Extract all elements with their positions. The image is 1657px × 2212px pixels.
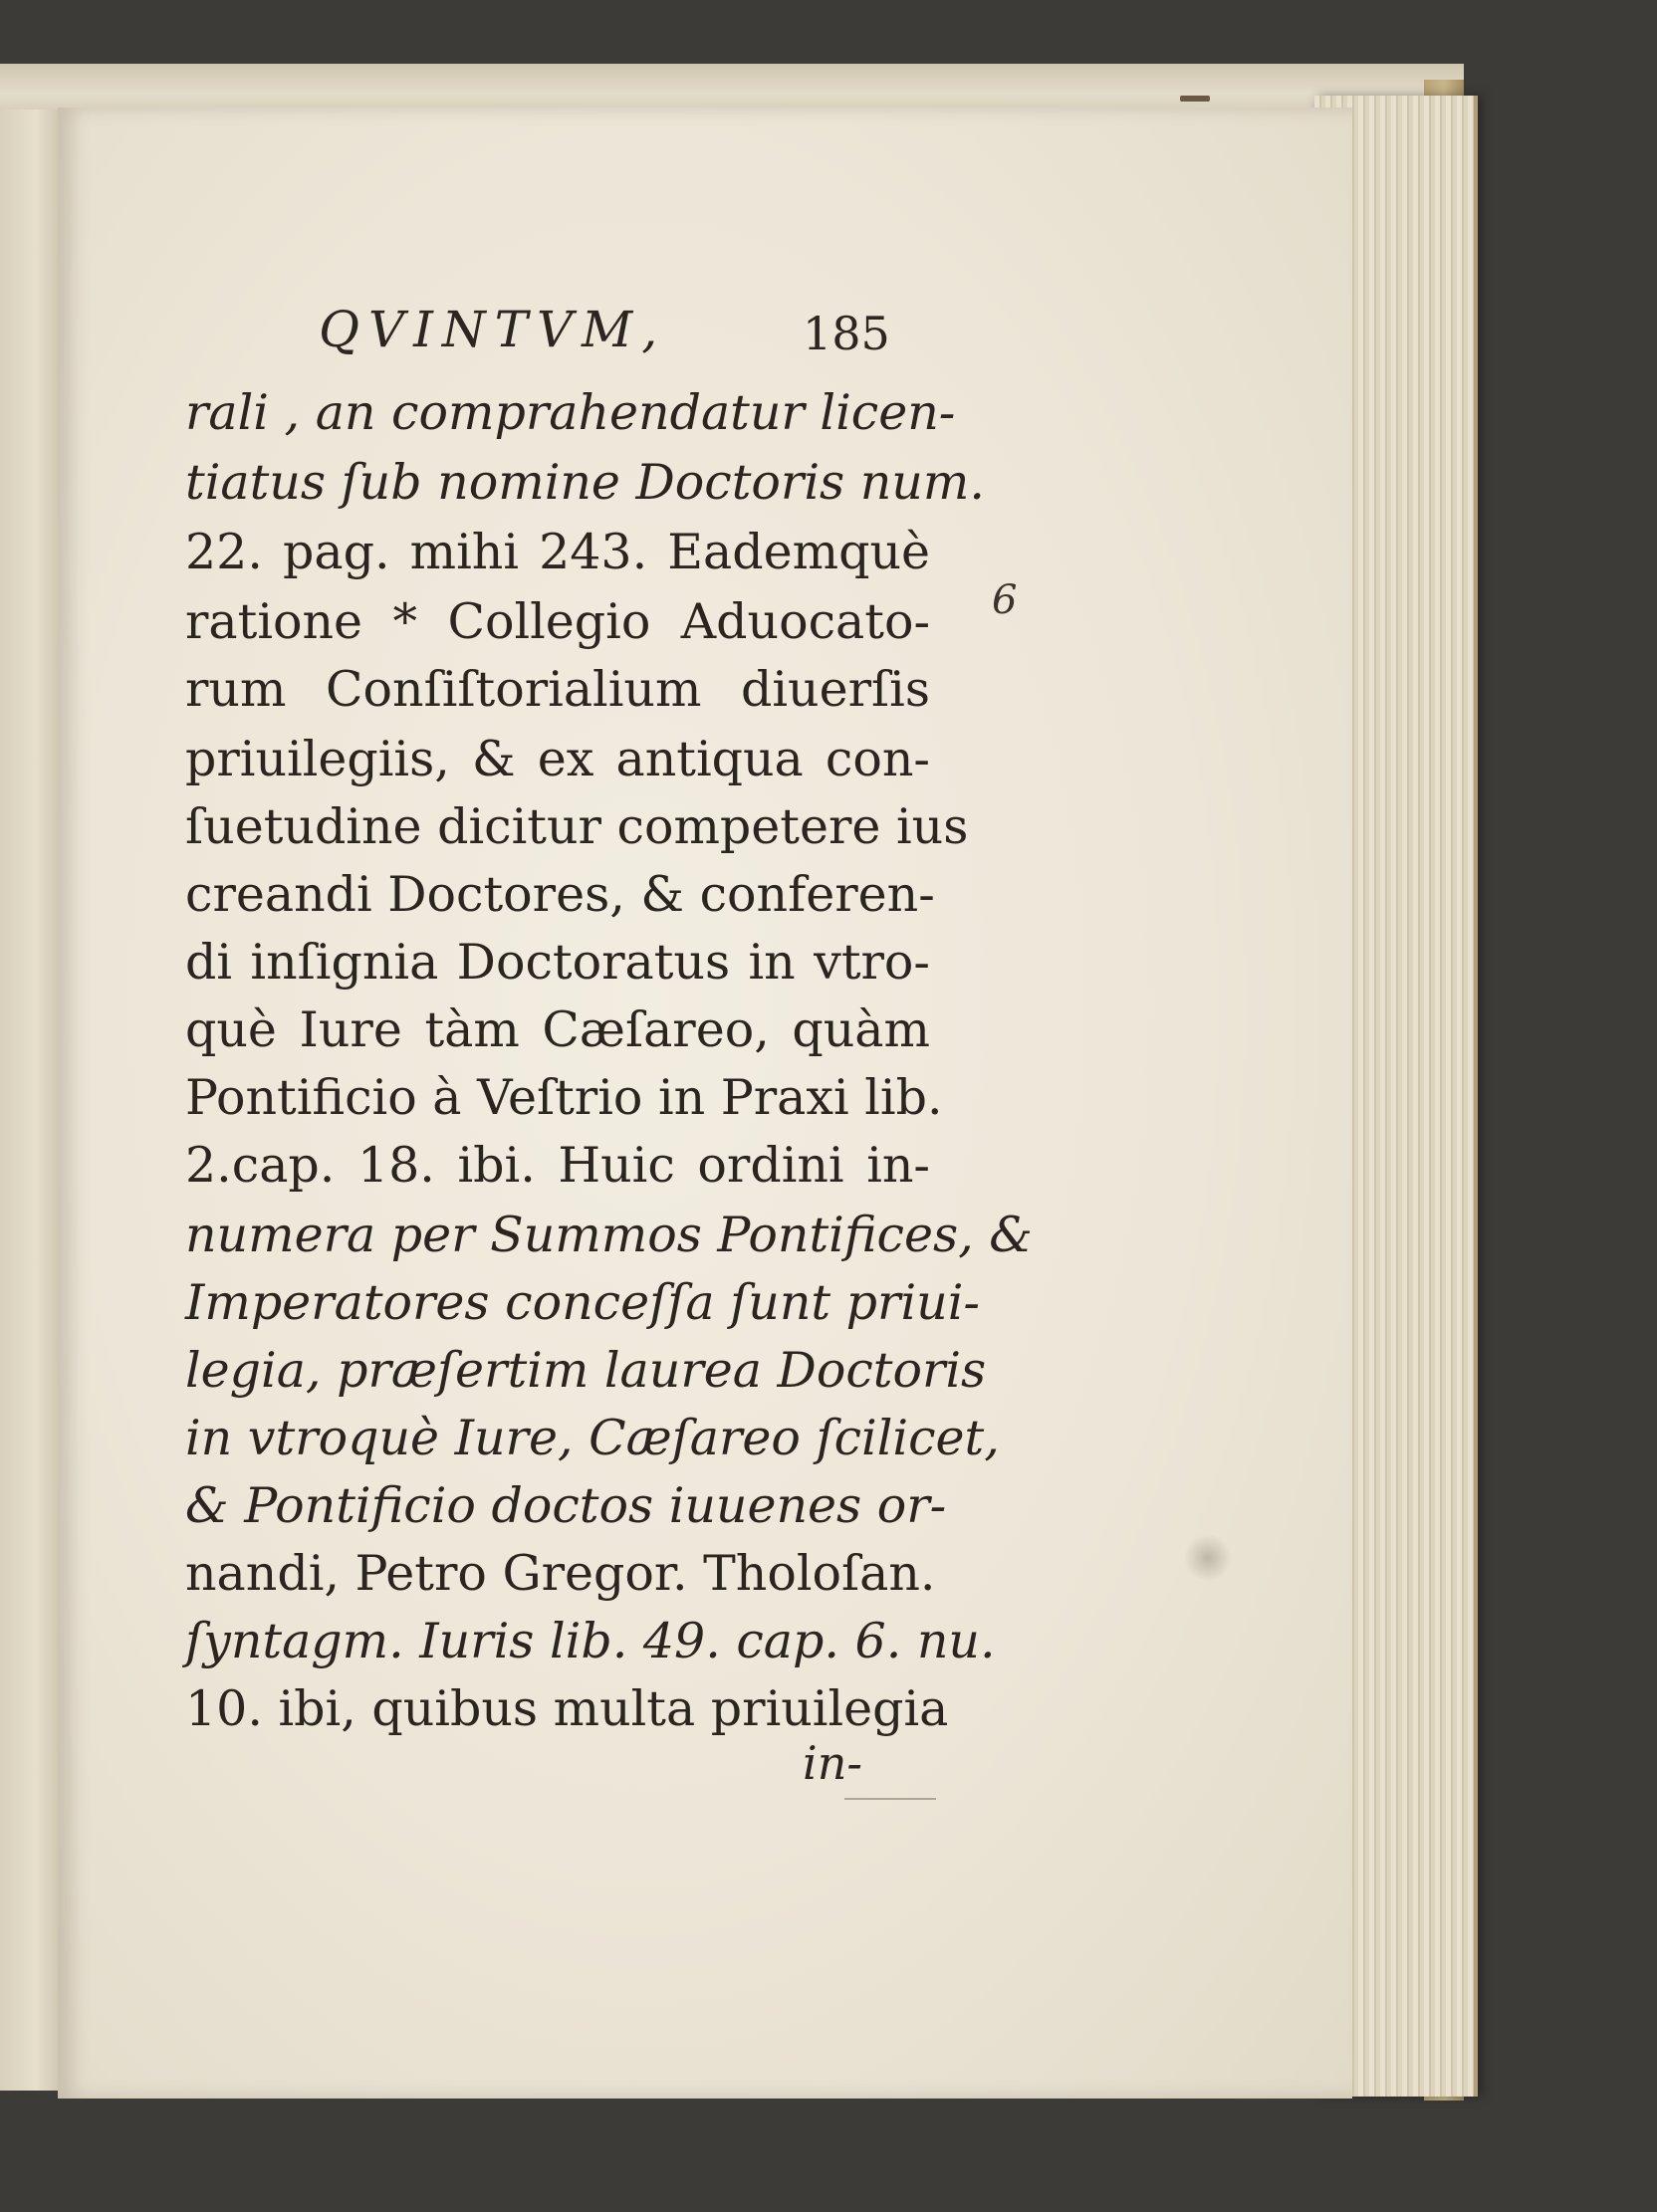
text-line: numera per Summos Pontifices, &: [185, 1207, 1033, 1263]
left-page-edge: [0, 110, 63, 2091]
running-head: QVINTVM,: [319, 301, 667, 358]
text-line: 22. pag. mihi 243. Eademquè: [185, 524, 930, 580]
margin-note: 6: [992, 577, 1018, 623]
ink-mark: [1180, 96, 1210, 102]
text-line: rali , an comprahendatur licen-: [185, 384, 956, 441]
text-line: Pontificio à Veſtrio in Praxi lib.: [185, 1069, 943, 1126]
text-line: priuilegiis, & ex antiqua con-: [185, 731, 930, 787]
text-line: Imperatores conceſſa ſunt priui-: [185, 1274, 980, 1331]
text-line: tiatus ſub nomine Doctoris num.: [185, 454, 985, 511]
text-line: 2.cap. 18. ibi. Huic ordini in-: [185, 1137, 930, 1194]
text-line: creandi Doctores, & conferen-: [185, 866, 935, 923]
text-line: rum Conſiſtorialium diuerſis: [185, 661, 930, 718]
page-number: 185: [803, 307, 890, 360]
text-line: què Iure tàm Cæſareo, quàm: [185, 1001, 930, 1058]
text-line: di inſignia Doctoratus in vtro-: [185, 934, 930, 991]
catchword: in-: [803, 1736, 862, 1790]
text-line: ratione * Collegio Aduocato-: [185, 593, 930, 650]
text-line: legia, præſertim laurea Doctoris: [185, 1342, 987, 1399]
text-line: ſyntagm. Iuris lib. 49. cap. 6. nu.: [185, 1613, 996, 1669]
text-line: nandi, Petro Gregor. Tholoſan.: [185, 1545, 936, 1602]
paper-stain: [1185, 1533, 1231, 1583]
catchword-rule: [844, 1798, 936, 1800]
text-line: & Pontificio doctos iuuenes or-: [185, 1477, 947, 1534]
text-line: in vtroquè Iure, Cæſareo ſcilicet,: [185, 1410, 1000, 1466]
text-line: ſuetudine dicitur competere ius: [185, 798, 969, 855]
text-line: 10. ibi, quibus multa priuilegia: [185, 1680, 949, 1737]
